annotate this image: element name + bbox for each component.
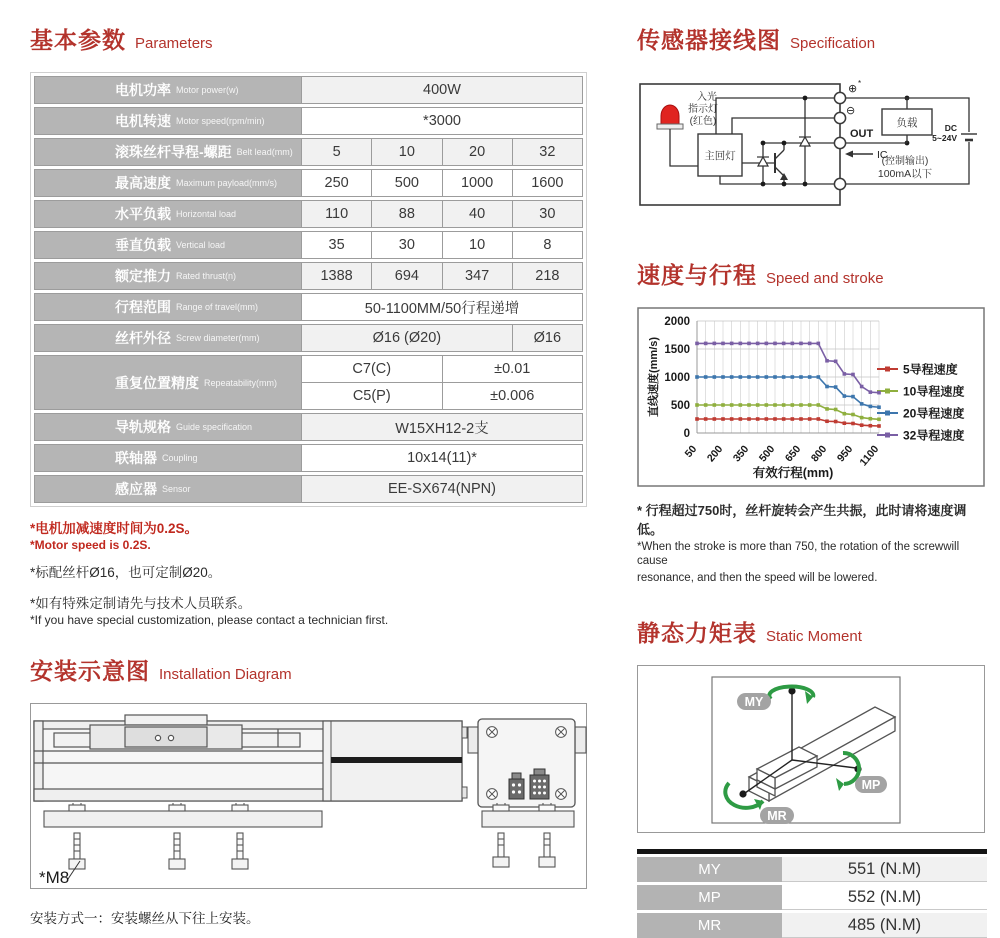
y-tick-label: 1500	[664, 344, 690, 356]
series-marker	[773, 417, 777, 421]
param-cell: 5	[301, 139, 371, 165]
static-moment-diagram	[637, 665, 985, 833]
param-cell: 20	[442, 139, 512, 165]
param-label-zh: 电机转速	[115, 113, 171, 129]
series-marker	[869, 417, 873, 421]
chart-ylabel: 直线速度(mm/s)	[648, 336, 660, 418]
legend-label: 5导程速度	[903, 362, 958, 377]
sensor-wiring-diagram	[637, 74, 985, 214]
legend-marker	[885, 389, 890, 394]
param-label	[35, 294, 301, 320]
param-values	[301, 201, 582, 227]
installation-title-zh: 安装示意图	[30, 658, 150, 684]
series-marker	[825, 407, 829, 411]
param-label-zh: 导轨规格	[115, 419, 171, 435]
param-label-en: Sensor	[162, 484, 191, 494]
param-label	[35, 232, 301, 258]
m8-label: *M8	[39, 868, 70, 887]
series-marker	[834, 420, 838, 424]
chart-note-zh: * 行程超过750时，丝杆旋转会产生共振，此时请将速度调低。	[637, 503, 967, 537]
y-tick-label: 500	[670, 400, 690, 412]
series-marker	[851, 422, 855, 426]
param-label	[35, 414, 301, 440]
param-values	[301, 263, 582, 289]
installation-title-en: Installation Diagram	[159, 666, 292, 683]
param-row	[34, 324, 583, 352]
main-circuit-label: 主回灯	[704, 150, 736, 162]
ic-label: IC	[877, 149, 888, 161]
series-marker	[851, 413, 855, 417]
series-marker	[860, 423, 864, 427]
param-label-en: Range of travel(mm)	[176, 302, 259, 312]
param-value-line	[301, 325, 582, 351]
legend-marker	[885, 411, 890, 416]
out-label: OUT	[850, 128, 874, 140]
note-motor-accel-en: *Motor speed is 0.2S.	[30, 538, 151, 552]
param-row	[34, 444, 583, 472]
param-value-line	[301, 382, 582, 409]
series-marker	[765, 417, 769, 421]
series-marker	[877, 405, 881, 409]
param-value-line	[301, 139, 582, 165]
x-tick-label: 950	[834, 443, 856, 465]
param-value-line	[301, 170, 582, 196]
note-custom-en: *If you have special customization, please contact a technician first.	[30, 613, 389, 627]
x-tick-label: 50	[682, 443, 700, 460]
chart-note-en1: *When the stroke is more than 750, the rotation of the screwwill cause	[637, 541, 960, 568]
param-label-zh: 重复位置精度	[115, 374, 199, 391]
param-values	[301, 232, 582, 258]
param-row	[34, 107, 583, 135]
x-tick-label: 800	[808, 443, 830, 465]
param-cell: 10	[371, 139, 441, 165]
plus-terminal-label: ⊕	[848, 83, 858, 95]
param-cell: 1600	[512, 170, 582, 196]
param-row	[34, 413, 583, 441]
param-values	[301, 294, 582, 320]
param-value-line	[301, 356, 582, 382]
series-marker	[695, 417, 699, 421]
param-cell: W15XH12-2支	[301, 414, 582, 440]
param-label-zh: 感应器	[115, 481, 157, 497]
series-marker	[791, 342, 795, 346]
series-marker	[739, 403, 743, 407]
param-label	[35, 445, 301, 471]
table-row	[637, 857, 987, 882]
static-moment-title	[637, 615, 987, 648]
badge-mp: MP	[861, 778, 881, 793]
sensor-title	[637, 22, 987, 55]
param-value-line	[301, 445, 582, 471]
series-marker	[782, 417, 786, 421]
y-tick-label: 1000	[664, 372, 690, 384]
param-cell: 32	[512, 139, 582, 165]
legend-label: 32导程速度	[903, 428, 965, 443]
param-values	[301, 325, 582, 351]
param-values	[301, 139, 582, 165]
ic-arrow-head	[845, 151, 853, 158]
series-marker	[843, 412, 847, 416]
param-cell: ±0.006	[442, 383, 583, 409]
series-marker	[739, 342, 743, 346]
series-marker	[851, 395, 855, 399]
installation-section	[30, 653, 587, 927]
series-marker	[695, 375, 699, 379]
param-label-zh: 滚珠丝杆导程-螺距	[115, 144, 232, 160]
series-marker	[808, 417, 812, 421]
moment-row-label: MP	[637, 885, 782, 910]
param-cell: 30	[371, 232, 441, 258]
legend-label: 10导程速度	[903, 384, 965, 399]
static-moment-title-zh: 静态力矩表	[637, 620, 757, 647]
series-marker	[747, 417, 751, 421]
series-marker	[869, 390, 873, 394]
series-marker	[869, 424, 873, 428]
speed-stroke-title-zh: 速度与行程	[637, 262, 757, 288]
param-cell: 218	[512, 263, 582, 289]
param-label-zh: 联轴器	[115, 450, 157, 466]
param-cell: ±0.01	[442, 356, 583, 382]
param-cell: 30	[512, 201, 582, 227]
param-row	[34, 138, 583, 166]
chart-note-en2: resonance, and then the speed will be lowered.	[637, 571, 878, 584]
parameters-table	[30, 72, 587, 507]
series-marker	[860, 385, 864, 389]
param-label	[35, 139, 301, 165]
param-label-en: Horizontal load	[176, 209, 237, 219]
load-label: 负载	[896, 117, 918, 129]
param-label-en: Maximum payload(mm/s)	[176, 178, 278, 188]
param-cell: *3000	[301, 108, 582, 134]
series-marker	[713, 403, 717, 407]
param-label-zh: 额定推力	[115, 268, 171, 284]
table-row	[637, 913, 987, 938]
series-marker	[843, 372, 847, 376]
series-marker	[860, 402, 864, 406]
sensor-title-zh: 传感器接线图	[637, 27, 781, 53]
speed-stroke-section	[637, 257, 987, 585]
series-marker	[843, 394, 847, 398]
param-cell: Ø16	[512, 325, 582, 351]
note-screw-zh: *标配丝杆Ø16，也可定制Ø20。	[30, 565, 222, 580]
param-values	[301, 108, 582, 134]
param-label	[35, 356, 301, 409]
series-marker	[739, 375, 743, 379]
sensor-title-en: Specification	[790, 35, 876, 52]
static-moment-table	[637, 849, 987, 938]
dc-label: DC	[944, 123, 957, 133]
installation-title	[30, 653, 587, 686]
param-label-zh: 最高速度	[115, 175, 171, 191]
x-tick-label: 350	[730, 443, 752, 465]
param-label	[35, 201, 301, 227]
param-label-zh: 丝杆外径	[115, 330, 171, 346]
installation-diagram	[30, 703, 587, 889]
param-label-en: Rated thrust(n)	[176, 271, 237, 281]
param-label-zh: 垂直负载	[115, 237, 171, 253]
series-marker	[730, 403, 734, 407]
series-marker	[765, 403, 769, 407]
param-cell: 10	[442, 232, 512, 258]
series-marker	[834, 360, 838, 364]
series-marker	[808, 342, 812, 346]
badge-mr: MR	[767, 809, 787, 824]
series-marker	[756, 342, 760, 346]
series-marker	[817, 375, 821, 379]
x-tick-label: 200	[704, 443, 726, 465]
param-cell: C7(C)	[301, 356, 442, 382]
series-marker	[791, 417, 795, 421]
series-marker	[730, 342, 734, 346]
series-marker	[765, 375, 769, 379]
series-marker	[782, 375, 786, 379]
left-column	[30, 22, 587, 934]
series-marker	[704, 375, 708, 379]
series-marker	[817, 342, 821, 346]
installation-caption: 安装方式一：安装螺丝从下往上安装。	[30, 911, 260, 926]
param-label	[35, 77, 301, 103]
series-marker	[799, 342, 803, 346]
series-marker	[713, 342, 717, 346]
param-row	[34, 231, 583, 259]
dc-source-symbol	[961, 134, 977, 140]
param-label-en: Coupling	[162, 453, 198, 463]
speed-stroke-title	[637, 257, 987, 290]
param-label-zh: 电机功率	[115, 82, 171, 98]
series-marker	[782, 403, 786, 407]
param-label-en: Vertical load	[176, 240, 226, 250]
series-marker	[730, 375, 734, 379]
param-cell: 1000	[442, 170, 512, 196]
moment-row-label: MY	[637, 857, 782, 882]
table-row	[637, 885, 987, 910]
series-marker	[704, 417, 708, 421]
param-values	[301, 170, 582, 196]
series-marker	[713, 375, 717, 379]
series-marker	[834, 385, 838, 389]
param-values	[301, 77, 582, 103]
param-cell: 35	[301, 232, 371, 258]
param-values	[301, 356, 582, 409]
param-label-zh: 水平负载	[115, 206, 171, 222]
moment-row-value: 485 (N.M)	[782, 913, 987, 938]
legend-marker	[885, 433, 890, 438]
legend-marker	[885, 367, 890, 372]
param-values	[301, 414, 582, 440]
series-marker	[704, 342, 708, 346]
param-cell: 694	[371, 263, 441, 289]
moment-row-value: 551 (N.M)	[782, 857, 987, 882]
static-moment-title-en: Static Moment	[766, 628, 862, 646]
param-cell: 88	[371, 201, 441, 227]
motor-housing	[323, 721, 467, 801]
param-values	[301, 445, 582, 471]
param-value-line	[301, 414, 582, 440]
series-marker	[765, 342, 769, 346]
series-marker	[721, 375, 725, 379]
param-cell: 50-1100MM/50行程递增	[301, 294, 582, 320]
series-marker	[877, 424, 881, 428]
led-label-3: (红色)	[689, 116, 717, 127]
x-tick-label: 1100	[857, 443, 882, 469]
series-marker	[877, 391, 881, 395]
param-cell: 500	[371, 170, 441, 196]
param-value-line	[301, 77, 582, 103]
series-marker	[860, 416, 864, 420]
series-marker	[851, 373, 855, 377]
param-row	[34, 262, 583, 290]
series-marker	[782, 342, 786, 346]
series-marker	[721, 417, 725, 421]
param-row	[34, 475, 583, 503]
series-marker	[756, 375, 760, 379]
series-marker	[799, 375, 803, 379]
x-tick-label: 500	[756, 443, 778, 465]
minus-terminal-label: ⊖	[846, 105, 856, 117]
param-label-en: Screw diameter(mm)	[176, 333, 260, 343]
dc-voltage-label: 5~24V	[932, 133, 957, 143]
series-marker	[756, 403, 760, 407]
series-marker	[747, 375, 751, 379]
series-marker	[773, 375, 777, 379]
param-cell: 110	[301, 201, 371, 227]
series-marker	[695, 403, 699, 407]
param-label-en: Motor speed(rpm/min)	[176, 116, 265, 126]
note-custom-zh: *如有特殊定制请先与技术人员联系。	[30, 596, 252, 611]
series-marker	[791, 403, 795, 407]
param-value-line	[301, 201, 582, 227]
series-marker	[773, 403, 777, 407]
param-label-en: Repeatability(mm)	[204, 377, 278, 388]
series-marker	[817, 403, 821, 407]
param-label-en: Motor power(w)	[176, 85, 239, 95]
param-row	[34, 76, 583, 104]
parameters-title-zh: 基本参数	[30, 27, 126, 53]
parameters-title	[30, 22, 587, 55]
series-marker	[825, 419, 829, 423]
param-row	[34, 293, 583, 321]
right-column	[637, 22, 987, 934]
current-label: 100mA以下	[877, 168, 933, 180]
param-label	[35, 325, 301, 351]
note-motor-accel-zh: *电机加减速度时间为0.2S。	[30, 521, 199, 536]
param-cell: 10x14(11)*	[301, 445, 582, 471]
param-cell: 250	[301, 170, 371, 196]
param-label	[35, 476, 301, 502]
param-cell: C5(P)	[301, 383, 442, 409]
badge-my: MY	[744, 695, 764, 710]
param-row	[34, 169, 583, 197]
series-marker	[799, 417, 803, 421]
param-value-line	[301, 476, 582, 502]
y-tick-label: 0	[683, 428, 690, 440]
param-cell: 347	[442, 263, 512, 289]
series-marker	[799, 403, 803, 407]
series-marker	[721, 342, 725, 346]
param-label-en: Guide specification	[176, 422, 253, 432]
y-tick-label: 2000	[664, 316, 690, 328]
param-cell: 40	[442, 201, 512, 227]
series-marker	[721, 403, 725, 407]
param-cell: 400W	[301, 77, 582, 103]
param-label	[35, 263, 301, 289]
param-row	[34, 200, 583, 228]
param-label	[35, 170, 301, 196]
series-marker	[808, 403, 812, 407]
series-marker	[877, 417, 881, 421]
series-marker	[773, 342, 777, 346]
param-value-line	[301, 263, 582, 289]
series-marker	[704, 403, 708, 407]
series-marker	[713, 417, 717, 421]
param-value-line	[301, 232, 582, 258]
param-cell: EE-SX674(NPN)	[301, 476, 582, 502]
series-marker	[869, 405, 873, 409]
param-cell: 8	[512, 232, 582, 258]
legend-label: 20导程速度	[903, 406, 965, 421]
series-marker	[817, 417, 821, 421]
led-label-1: 入光	[697, 92, 717, 103]
param-values	[301, 476, 582, 502]
control-output-label: (控制输出)	[881, 156, 929, 167]
series-marker	[739, 417, 743, 421]
end-view-plate	[468, 719, 586, 807]
param-row	[34, 355, 583, 410]
series-marker	[756, 417, 760, 421]
series-marker	[695, 342, 699, 346]
series-marker	[747, 342, 751, 346]
x-tick-label: 650	[782, 443, 804, 465]
series-marker	[825, 359, 829, 363]
series-marker	[843, 421, 847, 425]
speed-stroke-title-en: Speed and stroke	[766, 270, 884, 287]
param-label-zh: 行程范围	[115, 299, 171, 315]
moment-row-label: MR	[637, 913, 782, 938]
param-value-line	[301, 108, 582, 134]
series-marker	[747, 403, 751, 407]
param-cell: Ø16 (Ø20)	[301, 325, 512, 351]
led-label-2: 指示灯	[688, 104, 718, 115]
param-value-line	[301, 294, 582, 320]
speed-stroke-chart	[637, 307, 985, 487]
moment-row-value: 552 (N.M)	[782, 885, 987, 910]
parameters-title-en: Parameters	[135, 35, 213, 52]
plus-terminal-star: *	[858, 79, 862, 88]
series-marker	[808, 375, 812, 379]
param-label-en: Belt lead(mm)	[236, 147, 293, 157]
series-marker	[730, 417, 734, 421]
series-marker	[825, 385, 829, 389]
series-marker	[834, 408, 838, 412]
param-label	[35, 108, 301, 134]
chart-xlabel: 有效行程(mm)	[752, 466, 834, 480]
series-marker	[791, 375, 795, 379]
param-cell: 1388	[301, 263, 371, 289]
static-moment-section	[637, 615, 987, 938]
